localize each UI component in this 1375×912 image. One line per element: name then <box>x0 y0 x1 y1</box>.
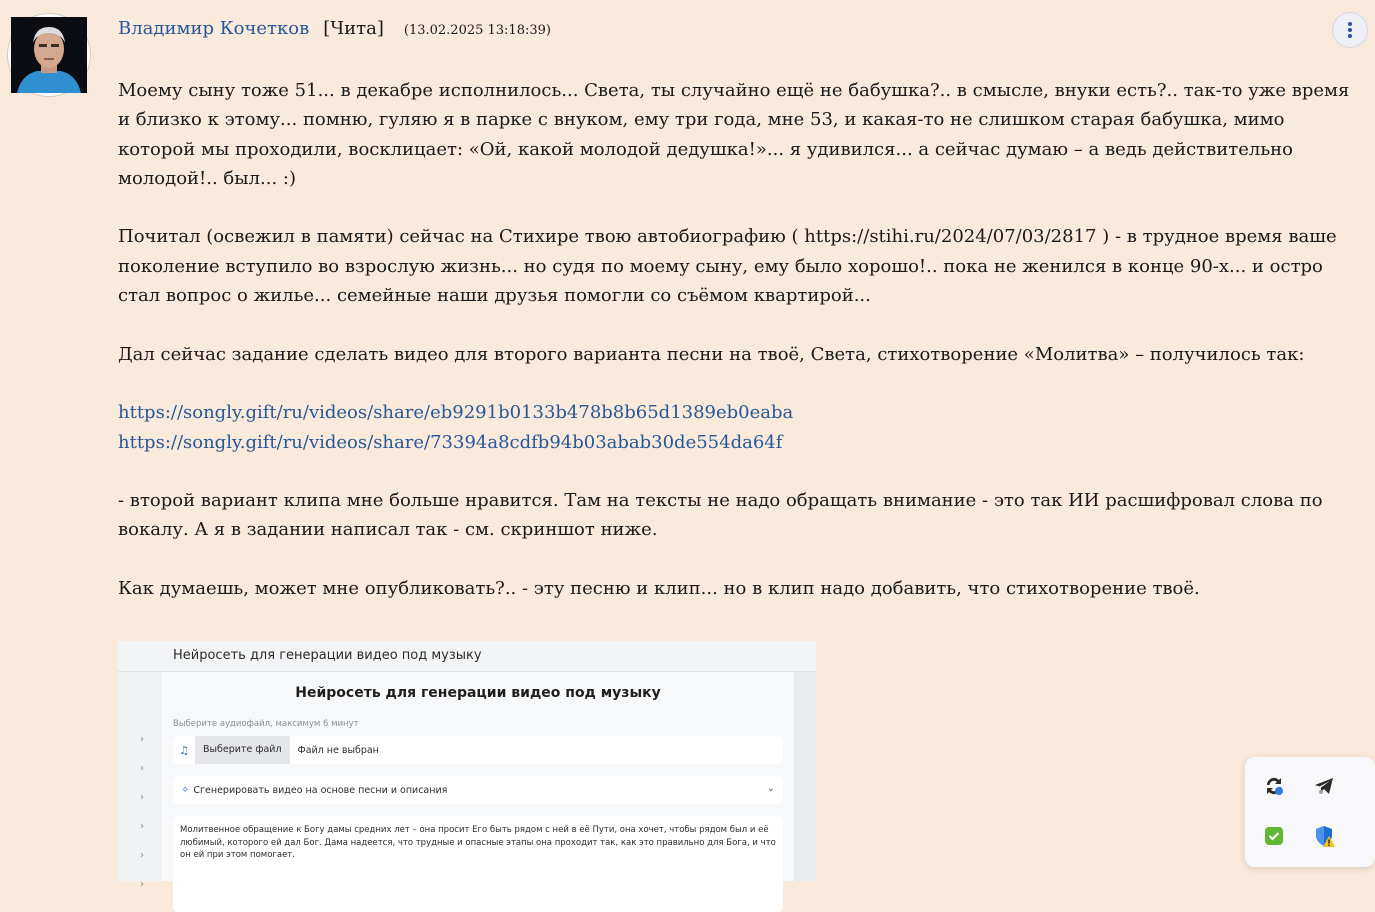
screenshot-file-picker <box>173 736 783 764</box>
screenshot-sidebar <box>118 672 160 890</box>
check-shield-icon[interactable] <box>1262 824 1286 848</box>
screenshot-right-gutter <box>794 672 816 881</box>
screenshot-tab-title: Нейросеть для генерации видео под музыку <box>118 641 816 672</box>
screenshot-file-hint: Выберите аудиофайл, максимум 6 минут <box>173 719 359 729</box>
more-vertical-icon <box>1348 22 1352 26</box>
chevron-right-icon: › <box>140 734 144 745</box>
screenshot-form-panel <box>162 672 794 881</box>
screenshot-generate-select <box>173 776 783 804</box>
video-link-2[interactable]: https://songly.gift/ru/videos/share/73394a8cdfb94b03abab30de554da64f <box>118 431 783 453</box>
more-vertical-icon-dot <box>1348 28 1352 32</box>
comment-paragraph: Почитал (освежил в памяти) сейчас на Стихире твою автобиографию ( https://stihi.ru/2024/07/03/2817 ) - в трудное время ваше поколение вступило во взрослую жизнь... но судя по моему сыну, ему было хорошо!.. пока не женился в конце 90-х... и остро стал вопрос о жилье... семейные наши друзья помогли со съёмом квартирой... <box>118 226 1337 307</box>
telegram-send-icon[interactable] <box>1312 774 1336 798</box>
comment-datetime: (13.02.2025 13:18:39) <box>403 23 551 38</box>
extension-widget <box>1245 757 1375 867</box>
comment-paragraph: Дал сейчас задание сделать видео для второго варианта песни на твоё, Света, стихотворение «Молитва» – получилось так: <box>118 343 1305 365</box>
screenshot-description: Молитвенное обращение к Богу дамы средних лет – она просит Его быть рядом с ней в её Пути, она хочет, чтобы рядом был и её любимый, которого ей дал Бог. Дама надеется, что трудные и опасные этапы она проходит так, как это правильно для Бога, и что он ей при этом помогает. <box>173 816 783 912</box>
chevron-right-icon: › <box>140 879 144 890</box>
attached-screenshot[interactable] <box>118 641 816 890</box>
screenshot-heading: Нейросеть для генерации видео под музыку <box>295 685 661 701</box>
chevron-down-icon: ⌄ <box>766 783 775 794</box>
sync-icon[interactable] <box>1262 774 1286 798</box>
chevron-right-icon: › <box>140 850 144 861</box>
author-city: [Чита] <box>323 18 384 39</box>
screenshot-file-status: Файл не выбран <box>297 744 379 756</box>
music-note-icon: ♫ <box>179 743 189 757</box>
video-link-list <box>118 398 1363 457</box>
security-warning-icon[interactable] <box>1312 824 1336 848</box>
magic-wand-icon: ✧ <box>181 784 190 796</box>
avatar-photo <box>11 17 87 93</box>
chevron-right-icon: › <box>140 821 144 832</box>
screenshot-choose-file-button: Выберите файл <box>195 736 290 764</box>
avatar[interactable] <box>8 14 90 96</box>
comment-header <box>118 18 551 42</box>
author-name-link[interactable]: Владимир Кочетков <box>118 18 310 39</box>
comment-paragraph: Моему сыну тоже 51... в декабре исполнилось... Света, ты случайно ещё не бабушка?.. в смысле, внуки есть?.. так-то уже время и близко к этому... помню, гуляю я в парке с внуком, ему три года, мне 53, и какая-то не слишком старая бабушка, мимо которой мы проходили, восклицает: «Ой, какой молодой дедушка!»... я удивился... а сейчас думаю – а ведь действительно молодой!.. был... :) <box>118 80 1350 189</box>
video-link-1[interactable]: https://songly.gift/ru/videos/share/eb9291b0133b478b8b65d1389eb0eaba <box>118 402 794 424</box>
comment-paragraph: Как думаешь, может мне опубликовать?.. - эту песню и клип... но в клип надо добавить, что стихотворение твоё. <box>118 578 1200 600</box>
comment-body <box>118 76 1363 603</box>
more-options-button[interactable] <box>1333 13 1367 47</box>
chevron-right-icon: › <box>140 763 144 774</box>
screenshot-generate-option: Сгенерировать видео на основе песни и описания <box>193 784 448 796</box>
comment-paragraph: - второй вариант клипа мне больше нравится. Там на тексты не надо обращать внимание - это так ИИ расшифровал слова по вокалу. А я в задании написал так - см. скриншот ниже. <box>118 490 1323 541</box>
chevron-right-icon: › <box>140 792 144 803</box>
more-vertical-icon-dot <box>1348 34 1352 38</box>
